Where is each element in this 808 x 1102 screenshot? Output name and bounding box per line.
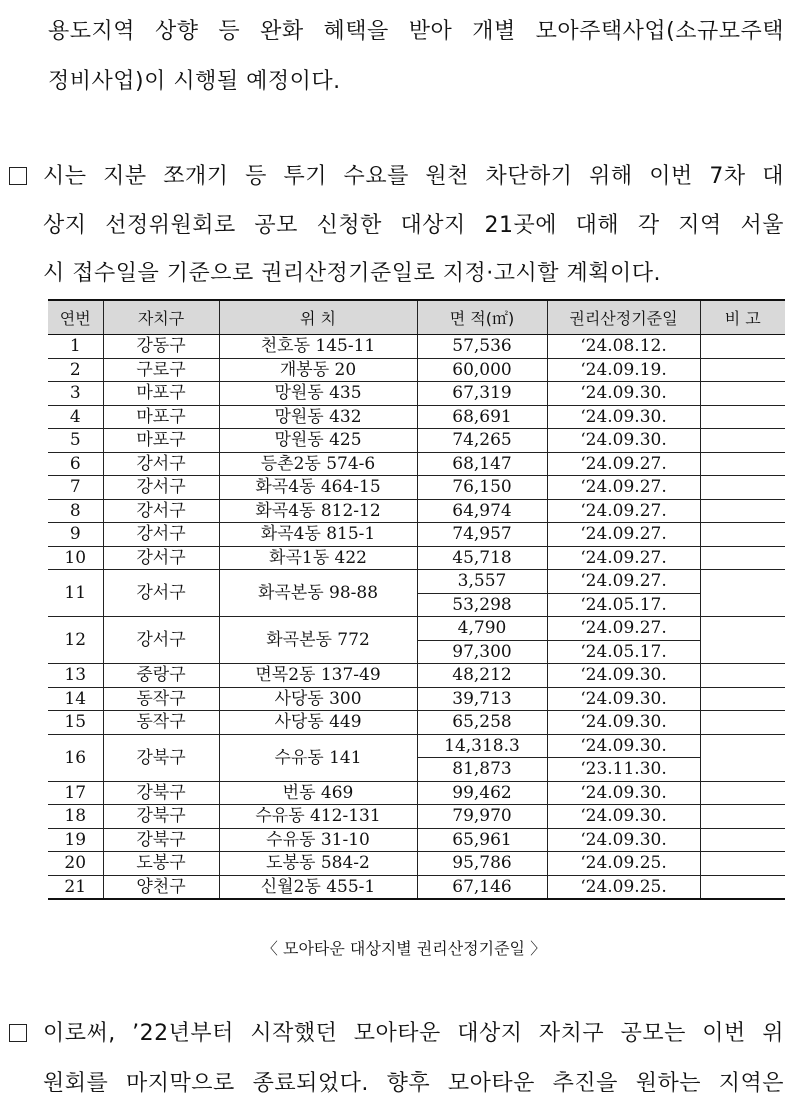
table-row bbox=[48, 405, 785, 429]
cell-no: 3 bbox=[48, 382, 103, 406]
intro-line: 정비사업)이 시행될 예정이다. bbox=[48, 69, 341, 94]
table-row bbox=[48, 687, 785, 711]
cell-district: 강동구 bbox=[103, 335, 219, 359]
bullet-line: 이로써, ’22년부터 시작했던 모아타운 대상지 자치구 공모는 이번 위 bbox=[43, 1021, 784, 1046]
cell-date: ‘24.09.27. bbox=[547, 476, 700, 500]
cell-note bbox=[700, 382, 785, 406]
cell-area: 65,258 bbox=[417, 711, 547, 735]
table-row bbox=[48, 499, 785, 523]
cell-area: 65,961 bbox=[417, 828, 547, 852]
cell-area: 81,873 bbox=[417, 758, 547, 782]
cell-area: 60,000 bbox=[417, 358, 547, 382]
cell-district: 강북구 bbox=[103, 805, 219, 829]
cell-no: 10 bbox=[48, 546, 103, 570]
cell-note bbox=[700, 499, 785, 523]
cell-no: 2 bbox=[48, 358, 103, 382]
table-row bbox=[48, 805, 785, 829]
table-row bbox=[48, 335, 785, 359]
cell-area: 95,786 bbox=[417, 852, 547, 876]
table-row bbox=[48, 875, 785, 899]
cell-no: 7 bbox=[48, 476, 103, 500]
cell-district: 강서구 bbox=[103, 523, 219, 547]
cell-no: 21 bbox=[48, 875, 103, 899]
cell-note bbox=[700, 875, 785, 899]
cell-area: 79,970 bbox=[417, 805, 547, 829]
cell-district: 강서구 bbox=[103, 546, 219, 570]
cell-location: 개봉동 20 bbox=[219, 358, 417, 382]
cell-date: ‘24.09.30. bbox=[547, 805, 700, 829]
cell-district: 강서구 bbox=[103, 617, 219, 664]
table-row bbox=[48, 828, 785, 852]
cell-location: 천호동 145-11 bbox=[219, 335, 417, 359]
cell-location: 사당동 300 bbox=[219, 687, 417, 711]
cell-no: 5 bbox=[48, 429, 103, 453]
table-row bbox=[48, 429, 785, 453]
cell-note bbox=[700, 546, 785, 570]
cell-no: 12 bbox=[48, 617, 103, 664]
table-header-row bbox=[48, 300, 785, 335]
cell-date: ‘24.09.27. bbox=[547, 452, 700, 476]
table-row bbox=[48, 546, 785, 570]
cell-location: 화곡4동 464-15 bbox=[219, 476, 417, 500]
header-no: 연번 bbox=[48, 300, 103, 335]
table-row bbox=[48, 358, 785, 382]
table-row bbox=[48, 452, 785, 476]
cell-date: ‘24.09.27. bbox=[547, 523, 700, 547]
cell-note bbox=[700, 828, 785, 852]
header-note: 비 고 bbox=[700, 300, 785, 335]
cell-location: 수유동 31-10 bbox=[219, 828, 417, 852]
cell-no: 20 bbox=[48, 852, 103, 876]
cell-location: 망원동 435 bbox=[219, 382, 417, 406]
cell-no: 13 bbox=[48, 664, 103, 688]
cell-district: 강서구 bbox=[103, 452, 219, 476]
cell-note bbox=[700, 664, 785, 688]
cell-area: 97,300 bbox=[417, 640, 547, 664]
cell-note bbox=[700, 429, 785, 453]
cell-area: 67,319 bbox=[417, 382, 547, 406]
table-row bbox=[48, 523, 785, 547]
cell-location: 망원동 432 bbox=[219, 405, 417, 429]
cell-date: ‘24.09.30. bbox=[547, 734, 700, 758]
square-bullet-icon bbox=[9, 167, 27, 185]
cell-note bbox=[700, 781, 785, 805]
cell-note bbox=[700, 476, 785, 500]
table-row bbox=[48, 852, 785, 876]
cell-no: 11 bbox=[48, 570, 103, 617]
cell-district: 마포구 bbox=[103, 429, 219, 453]
cell-district: 마포구 bbox=[103, 382, 219, 406]
cell-note bbox=[700, 617, 785, 664]
cell-note bbox=[700, 687, 785, 711]
cell-date: ‘24.09.25. bbox=[547, 852, 700, 876]
cell-location: 사당동 449 bbox=[219, 711, 417, 735]
cell-location: 수유동 412-131 bbox=[219, 805, 417, 829]
cell-date: ‘24.09.30. bbox=[547, 429, 700, 453]
cell-no: 19 bbox=[48, 828, 103, 852]
cell-note bbox=[700, 523, 785, 547]
cell-note bbox=[700, 452, 785, 476]
cell-date: ‘23.11.30. bbox=[547, 758, 700, 782]
cell-area: 39,713 bbox=[417, 687, 547, 711]
cell-location: 화곡본동 98-88 bbox=[219, 570, 417, 617]
cell-area: 74,265 bbox=[417, 429, 547, 453]
cell-district: 도봉구 bbox=[103, 852, 219, 876]
cell-date: ‘24.09.27. bbox=[547, 617, 700, 641]
cell-area: 45,718 bbox=[417, 546, 547, 570]
cell-location: 등촌2동 574-6 bbox=[219, 452, 417, 476]
cell-location: 화곡4동 815-1 bbox=[219, 523, 417, 547]
cell-district: 구로구 bbox=[103, 358, 219, 382]
cell-no: 9 bbox=[48, 523, 103, 547]
cell-area: 99,462 bbox=[417, 781, 547, 805]
cell-date: ‘24.09.30. bbox=[547, 664, 700, 688]
cell-district: 강서구 bbox=[103, 570, 219, 617]
cell-location: 수유동 141 bbox=[219, 734, 417, 781]
cell-district: 동작구 bbox=[103, 711, 219, 735]
cell-district: 강북구 bbox=[103, 781, 219, 805]
cell-no: 16 bbox=[48, 734, 103, 781]
cell-area: 48,212 bbox=[417, 664, 547, 688]
cell-area: 67,146 bbox=[417, 875, 547, 899]
cell-date: ‘24.05.17. bbox=[547, 593, 700, 617]
cell-no: 14 bbox=[48, 687, 103, 711]
table-row bbox=[48, 570, 785, 594]
cell-district: 강서구 bbox=[103, 499, 219, 523]
table-row bbox=[48, 664, 785, 688]
cell-area: 76,150 bbox=[417, 476, 547, 500]
cell-location: 도봉동 584-2 bbox=[219, 852, 417, 876]
cell-date: ‘24.09.30. bbox=[547, 781, 700, 805]
cell-note bbox=[700, 805, 785, 829]
cell-area: 68,147 bbox=[417, 452, 547, 476]
cell-no: 18 bbox=[48, 805, 103, 829]
table-row bbox=[48, 781, 785, 805]
bullet-line: 상지 선정위원회로 공모 신청한 대상지 21곳에 대해 각 지역 서울 bbox=[43, 213, 784, 238]
table-body bbox=[48, 335, 785, 900]
bullet-line: 시 접수일을 기준으로 권리산정기준일로 지정·고시할 계획이다. bbox=[43, 261, 662, 286]
cell-location: 신월2동 455-1 bbox=[219, 875, 417, 899]
square-bullet-icon bbox=[9, 1024, 27, 1042]
cell-note bbox=[700, 711, 785, 735]
cell-district: 강북구 bbox=[103, 828, 219, 852]
header-area: 면 적(㎡) bbox=[417, 300, 547, 335]
cell-location: 번동 469 bbox=[219, 781, 417, 805]
cell-date: ‘24.09.30. bbox=[547, 382, 700, 406]
cell-note bbox=[700, 405, 785, 429]
cell-area: 4,790 bbox=[417, 617, 547, 641]
cell-date: ‘24.09.30. bbox=[547, 687, 700, 711]
cell-date: ‘24.09.27. bbox=[547, 499, 700, 523]
cell-date: ‘24.08.12. bbox=[547, 335, 700, 359]
table-row bbox=[48, 734, 785, 758]
cell-date: ‘24.09.19. bbox=[547, 358, 700, 382]
cell-no: 8 bbox=[48, 499, 103, 523]
header-district: 자치구 bbox=[103, 300, 219, 335]
cell-location: 화곡본동 772 bbox=[219, 617, 417, 664]
bullet-line: 원회를 마지막으로 종료되었다. 향후 모아타운 추진을 원하는 지역은 bbox=[43, 1071, 784, 1096]
cell-area: 53,298 bbox=[417, 593, 547, 617]
table-row bbox=[48, 476, 785, 500]
cell-date: ‘24.09.30. bbox=[547, 405, 700, 429]
cell-date: ‘24.09.27. bbox=[547, 546, 700, 570]
cell-area: 57,536 bbox=[417, 335, 547, 359]
cell-area: 14,318.3 bbox=[417, 734, 547, 758]
cell-date: ‘24.09.27. bbox=[547, 570, 700, 594]
cell-date: ‘24.09.30. bbox=[547, 828, 700, 852]
cell-no: 4 bbox=[48, 405, 103, 429]
site-table bbox=[48, 299, 785, 900]
cell-area: 64,974 bbox=[417, 499, 547, 523]
cell-district: 동작구 bbox=[103, 687, 219, 711]
cell-note bbox=[700, 335, 785, 359]
cell-note bbox=[700, 358, 785, 382]
cell-district: 강북구 bbox=[103, 734, 219, 781]
table-caption: 〈 모아타운 대상지별 권리산정기준일 〉 bbox=[261, 939, 547, 958]
cell-note bbox=[700, 734, 785, 781]
cell-date: ‘24.05.17. bbox=[547, 640, 700, 664]
cell-district: 중랑구 bbox=[103, 664, 219, 688]
table-row bbox=[48, 711, 785, 735]
cell-district: 강서구 bbox=[103, 476, 219, 500]
cell-district: 마포구 bbox=[103, 405, 219, 429]
cell-note bbox=[700, 852, 785, 876]
cell-area: 68,691 bbox=[417, 405, 547, 429]
cell-date: ‘24.09.25. bbox=[547, 875, 700, 899]
table-row bbox=[48, 617, 785, 641]
cell-no: 17 bbox=[48, 781, 103, 805]
cell-note bbox=[700, 570, 785, 617]
cell-location: 망원동 425 bbox=[219, 429, 417, 453]
cell-no: 6 bbox=[48, 452, 103, 476]
cell-district: 양천구 bbox=[103, 875, 219, 899]
bullet-line: 시는 지분 쪼개기 등 투기 수요를 원천 차단하기 위해 이번 7차 대 bbox=[43, 164, 784, 189]
cell-no: 15 bbox=[48, 711, 103, 735]
cell-location: 화곡1동 422 bbox=[219, 546, 417, 570]
table-row bbox=[48, 382, 785, 406]
cell-date: ‘24.09.30. bbox=[547, 711, 700, 735]
cell-location: 면목2동 137-49 bbox=[219, 664, 417, 688]
cell-area: 3,557 bbox=[417, 570, 547, 594]
cell-no: 1 bbox=[48, 335, 103, 359]
intro-line: 용도지역 상향 등 완화 혜택을 받아 개별 모아주택사업(소규모주택 bbox=[48, 19, 784, 44]
cell-area: 74,957 bbox=[417, 523, 547, 547]
header-date: 권리산정기준일 bbox=[547, 300, 700, 335]
header-location: 위 치 bbox=[219, 300, 417, 335]
cell-location: 화곡4동 812-12 bbox=[219, 499, 417, 523]
